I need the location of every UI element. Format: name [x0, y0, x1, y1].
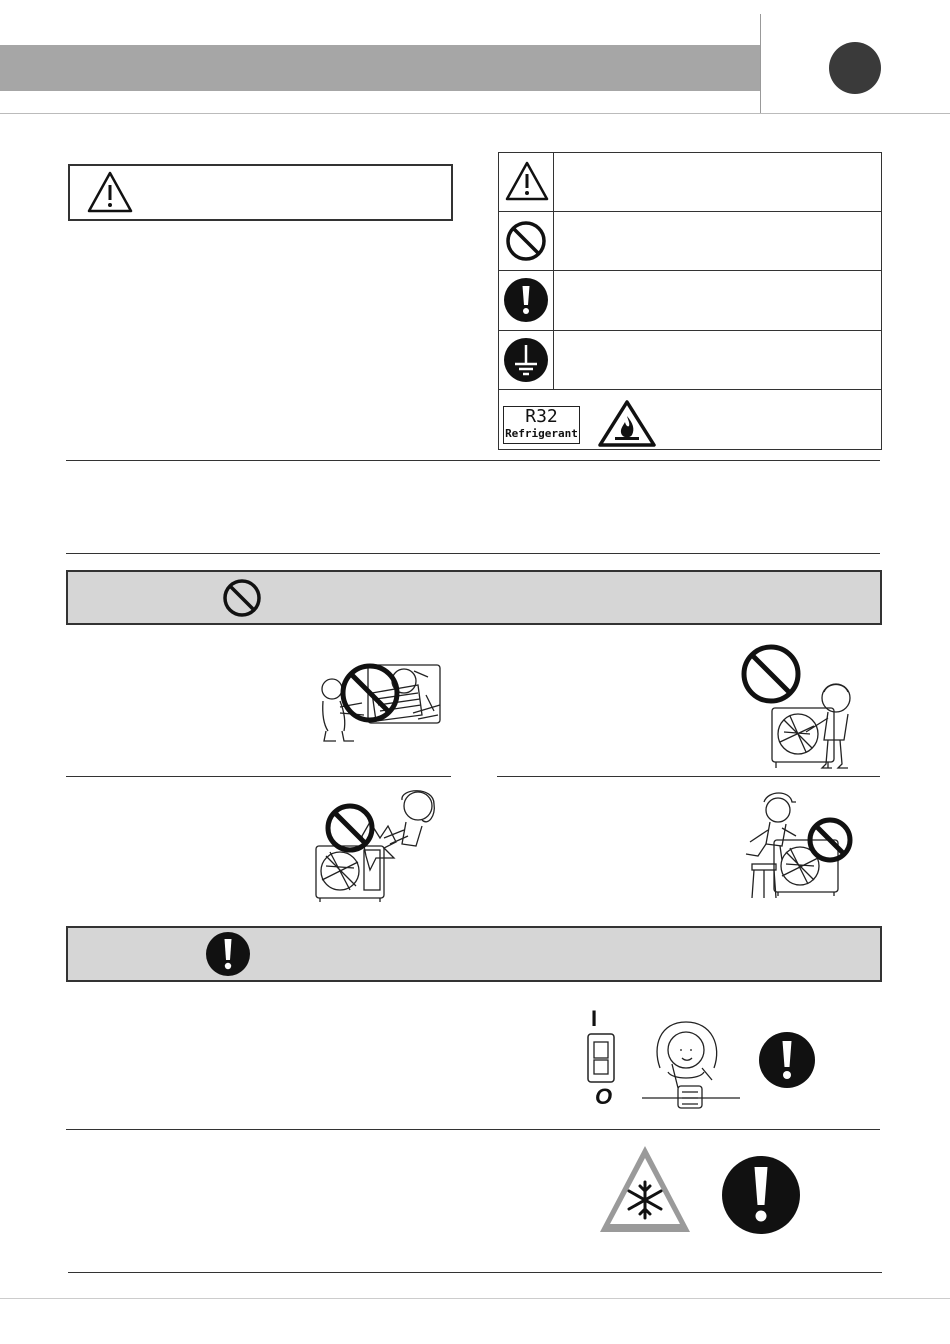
header-separator — [760, 14, 761, 114]
child-poking-illustration — [740, 642, 860, 774]
prohibited-band-icon — [220, 577, 264, 619]
water-splash-illustration — [310, 786, 440, 904]
header-bar — [0, 45, 760, 91]
flammable-icon — [597, 399, 657, 447]
footer-line — [0, 1298, 950, 1299]
children-reaching-illustration — [318, 655, 448, 747]
cold-hazard-triangle-icon — [598, 1144, 692, 1234]
warning-triangle-icon — [86, 170, 134, 214]
divider-line — [66, 776, 451, 777]
switch-off-label: O — [595, 1084, 613, 1109]
child-climbing-illustration — [738, 786, 858, 902]
mandatory-icon-large — [758, 1031, 816, 1089]
mandatory-icon-large-2 — [721, 1155, 801, 1235]
legend-warning-triangle-icon — [504, 159, 550, 203]
legend-mandatory-icon — [503, 277, 549, 323]
switch-on-label: I — [591, 1006, 598, 1031]
divider-line — [66, 460, 880, 461]
legend-icon-column-divider — [553, 153, 554, 389]
legend-ground-icon — [503, 337, 549, 383]
power-switch-illustration — [585, 1008, 621, 1108]
divider-line — [66, 1129, 880, 1130]
legend-table — [498, 152, 882, 450]
woman-on-phone-illustration — [642, 1016, 742, 1116]
prohibited-section-band — [66, 570, 882, 625]
mandatory-section-band — [66, 926, 882, 982]
refrigerant-label: Refrigerant — [505, 427, 578, 440]
legend-prohibited-icon — [504, 219, 548, 263]
page-badge-icon — [829, 42, 881, 94]
mandatory-band-icon — [205, 931, 251, 977]
r32-label: R32 — [525, 406, 558, 427]
r32-refrigerant-label — [503, 406, 580, 444]
divider-line — [66, 553, 880, 554]
header-underline — [0, 113, 950, 114]
divider-line — [497, 776, 880, 777]
divider-line — [68, 1272, 882, 1273]
warning-box — [68, 164, 453, 221]
